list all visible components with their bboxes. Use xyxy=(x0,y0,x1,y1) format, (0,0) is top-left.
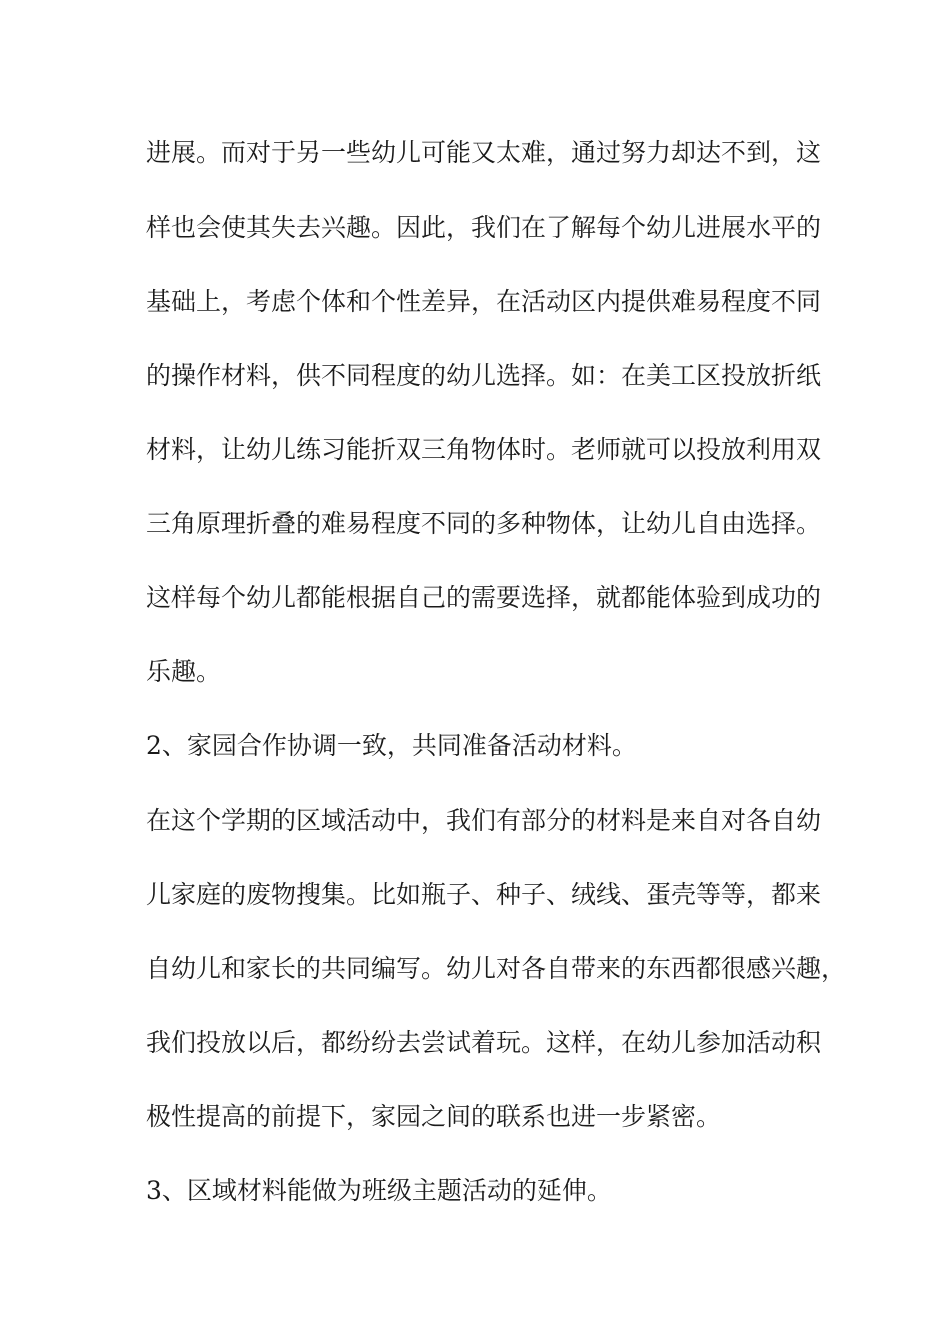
paragraph-line: 我们投放以后，都纷纷去尝试着玩。这样，在幼儿参加活动积 xyxy=(146,1028,822,1057)
paragraph-line: 三角原理折叠的难易程度不同的多种物体，让幼儿自由选择。 xyxy=(146,509,822,538)
paragraph-line: 极性提高的前提下，家园之间的联系也进一步紧密。 xyxy=(146,1102,722,1131)
paragraph-line: 材料，让幼儿练习能折双三角物体时。老师就可以投放利用双 xyxy=(146,435,822,464)
paragraph-line: 自幼儿和家长的共同编写。幼儿对各自带来的东西都很感兴趣， xyxy=(146,954,847,983)
paragraph-line: 儿家庭的废物搜集。比如瓶子、种子、绒线、蛋壳等等，都来 xyxy=(146,880,822,909)
section-heading: 3、区域材料能做为班级主题活动的延伸。 xyxy=(146,1176,612,1205)
paragraph-line: 这样每个幼儿都能根据自己的需要选择，就都能体验到成功的 xyxy=(146,583,822,612)
paragraph-line: 基础上，考虑个体和个性差异，在活动区内提供难易程度不同 xyxy=(146,287,822,316)
paragraph-line: 进展。而对于另一些幼儿可能又太难，通过努力却达不到，这 xyxy=(146,138,822,167)
paragraph-line: 的操作材料，供不同程度的幼儿选择。如：在美工区投放折纸 xyxy=(146,361,822,390)
section-heading: 2、家园合作协调一致，共同准备活动材料。 xyxy=(146,731,637,760)
paragraph-line: 在这个学期的区域活动中，我们有部分的材料是来自对各自幼 xyxy=(146,806,822,835)
paragraph-line: 乐趣。 xyxy=(146,657,222,686)
paragraph-line: 样也会使其失去兴趣。因此，我们在了解每个幼儿进展水平的 xyxy=(146,213,822,242)
